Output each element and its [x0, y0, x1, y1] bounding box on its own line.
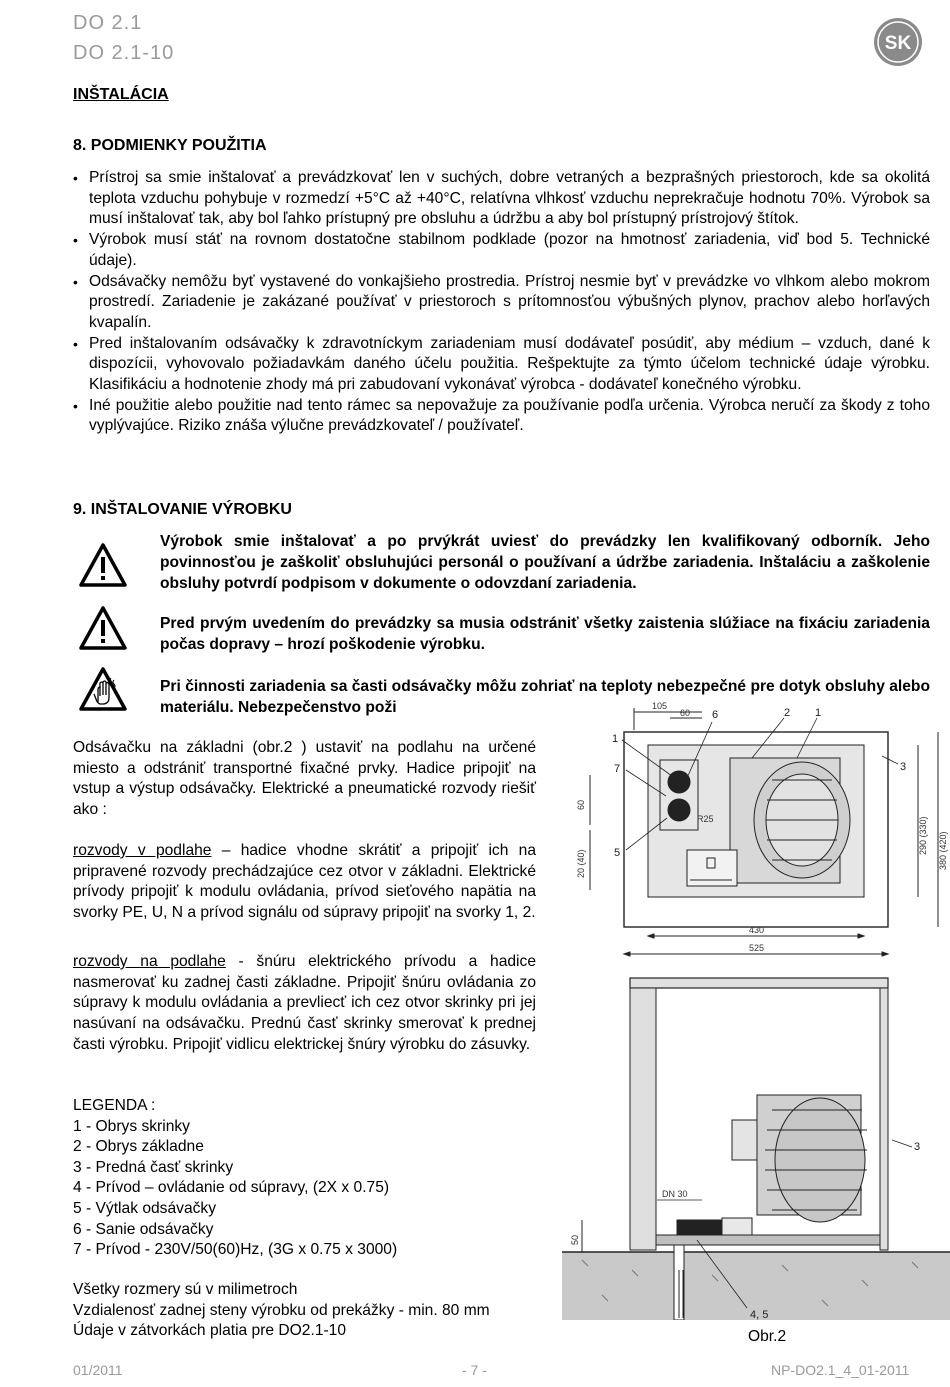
conditions-list [73, 168, 930, 437]
callout-3-side: 3 [914, 1141, 921, 1153]
callout-1: 1 [815, 707, 822, 719]
model-name: DO 2.1 [73, 12, 143, 34]
floor-distribution-on [73, 952, 536, 1056]
callout-4: 1 [612, 733, 619, 745]
callout-3-top: 3 [900, 761, 907, 773]
dim-50: 50 [570, 1234, 580, 1245]
legend-item: 3 - Predná časť skrinky [73, 1158, 234, 1176]
legend-item: 4 - Prívod – ovládanie od súpravy, (2X x 0.75) [73, 1179, 390, 1197]
floor-on-label: rozvody na podlahe [73, 953, 226, 970]
installation-intro: Odsávačku na základni (obr.2 ) ustaviť na podlahu na určené miesto a odstrániť transportné fixačné prvky. Hadice pripojiť na vstup a výstup odsávačky. Elektrické a pneumatické rozvody riešiť ako : [73, 739, 536, 819]
footer-doc-id: NP-DO2.1_4_01-2011 [771, 1362, 910, 1378]
callout-7: 7 [614, 763, 621, 775]
note: Všetky rozmery sú v milimetroch [73, 1281, 298, 1298]
callout-6: 6 [712, 709, 719, 721]
note: Vzdialenosť zadnej steny výrobku od prekážky - min. 80 mm [73, 1301, 490, 1319]
dim-380-420: 380 (420) [938, 831, 948, 870]
hot-surface-warning-icon [78, 666, 128, 712]
installation-drawing [562, 700, 950, 1320]
callout-4-5: 4, 5 [750, 1309, 769, 1320]
floor-distribution-in [73, 841, 536, 924]
footer-date: 01/2011 [73, 1362, 123, 1378]
note: Údaje v zátvorkách platia pre DO2.1-10 [73, 1322, 347, 1340]
dimension-notes [73, 1280, 553, 1342]
legend-item: 5 - Výtlak odsávačky [73, 1199, 217, 1217]
legend-item: 1 - Obrys skrinky [73, 1117, 190, 1135]
section-title: INŠTALÁCIA [73, 86, 169, 103]
dim-525: 525 [749, 943, 765, 953]
warning-triangle-icon [78, 605, 128, 651]
warning-qualified-installer: Výrobok smie inštalovať a po prvýkrát uviesť do prevádzky len kvalifikovaný odborník. Jeho povinnosťou je zaškoliť obsluhujúci personál o používaní a údržbe zariadenia. Inštaláciu a zaškolenie obsluhy potvrdí podpisom v dokumente o odovzdaní zariadenia. [160, 533, 930, 592]
section8-heading: 8. PODMIENKY POUŽITIA [73, 137, 267, 154]
logo-text: SK [884, 33, 912, 54]
legend-item: 2 - Obrys základne [73, 1138, 204, 1156]
list-item: • Iné použitie alebo použitie nad tento rámec sa nepovažuje za používanie podľa určenia. Výrobca neručí za škody z toho vyplývajúce. Riziko znáša výlučne prevádzkovateľ / používateľ. [73, 396, 930, 437]
dim-60-left: 60 [576, 799, 586, 810]
footer-page-number: - 7 - [462, 1362, 487, 1378]
legend-item: 6 - Sanie odsávačky [73, 1220, 214, 1238]
floor-in-text: – hadice vhodne skrátiť a pripojiť ich na pripravené rozvody prechádzajúce cez otvor v základni. Elektrické prívody pripojiť k modulu ovládania, prívod sieťového napätia na svorky PE, U, N a prívod signálu od súpravy pripojiť na svorky 1, 2. [73, 842, 537, 922]
list-item: • Odsávačky nemôžu byť vystavené do vonkajšieho prostredia. Prístroj nesmie byť v prevádzke vo vlhkom alebo mokrom prostredí. Zariadenie je zakázané používať v priestoroch s prítomnosťou výbušných plynov, prachov alebo horľavých kvapalín. [73, 272, 930, 334]
warning-triangle-icon [78, 542, 128, 588]
sk-logo-icon [872, 16, 924, 68]
dim-290-330: 290 (330) [918, 816, 928, 855]
legend [73, 1096, 553, 1261]
legend-item: 7 - Prívod - 230V/50(60)Hz, (3G x 0.75 x 3000) [73, 1241, 398, 1259]
dim-20-40: 20 (40) [576, 849, 586, 878]
list-item: • Výrobok musí stáť na rovnom dostatočne stabilnom podklade (pozor na hmotnosť zariadenia, viď bod 5. Technické údaje). [73, 230, 930, 271]
list-item: • Prístroj sa smie inštalovať a prevádzkovať len v suchých, dobre vetraných a bezprašných priestoroch, kde sa okolitá teplota vzduchu pohybuje v rozmedzí +5°C až +40°C, relatívna vlhkosť vzduchu neprekračuje hodnotu 70%. Výrobok sa musí inštalovať tak, aby bol ľahko prístupný pre obsluhu a údržbu a aby bol prístupný prístrojový štítok. [73, 168, 930, 230]
section9-heading: 9. INŠTALOVANIE VÝROBKU [73, 501, 292, 518]
dim-60-top: 60 [680, 708, 691, 718]
model-name-variant: DO 2.1-10 [73, 42, 175, 64]
figure-caption: Obr.2 [748, 1328, 787, 1345]
list-item: • Pred inštalovaním odsávačky k zdravotníckym zariadeniam musí dodávateľ posúdiť, aby médium – vzduch, dané k dispozícii, vyhovovalo požiadavkám daného účelu použitia. Rešpektujte za týmto účelom technické údaje výrobku. Klasifikáciu a hodnotenie zhody má pri zabudovaní vykonávať výrobca - dodávateľ konečného výrobku. [73, 334, 930, 396]
dim-430: 430 [749, 925, 765, 935]
legend-title: LEGENDA : [73, 1097, 156, 1114]
warning-hot-surface: Pri činnosti zariadenia sa časti odsávačky môžu zohriať na teploty nebezpečné pre dotyk obsluhy alebo materiálu. Nebezpečenstvo poži [160, 678, 930, 716]
warning-transport-locks: Pred prvým uvedením do prevádzky sa musia odstrániť všetky zaistenia slúžiace na fixáciu zariadenia počas dopravy – hrozí poškodenie výrobku. [160, 615, 930, 653]
dim-105: 105 [652, 701, 668, 711]
dn30-label: DN 30 [662, 1189, 688, 1199]
floor-on-text: - šnúru elektrického prívodu a hadice nasmerovať ku zadnej časti základne. Pripojiť šnúru ovládania zo súpravy k modulu ovládania a prevliecť ich cez otvor skrinky pri jej nasúvaní na odsávačku. Prednú časť skrinky smerovať k prednej časti výrobku. Pripojiť vidlicu elektrickej šnúry výrobku do zásuvky. [73, 953, 536, 1053]
floor-in-label: rozvody v podlahe [73, 842, 212, 859]
callout-2: 2 [784, 707, 791, 719]
radius-r25: R25 [697, 814, 714, 824]
callout-5: 5 [614, 847, 621, 859]
